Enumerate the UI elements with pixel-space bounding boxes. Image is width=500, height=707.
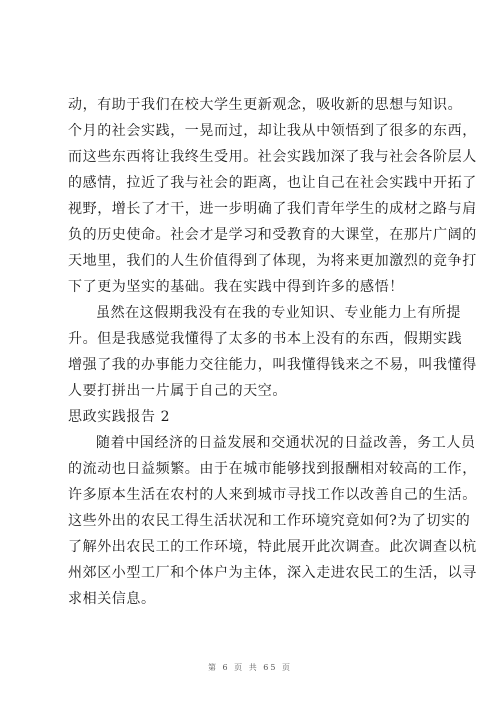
text-line: 视野，增长了才干，进一步明确了我们青年学生的成材之路与肩 [68,201,477,217]
text-line: 负的历史使命。社会才是学习和受教育的大课堂，在那片广阔的 [68,227,477,243]
text-line: 下了更为坚实的基础。我在实践中得到许多的感悟！ [68,279,404,295]
text-line: 求相关信息。 [68,591,156,607]
text-line: 而这些东西将让我终生受用。社会实践加深了我与社会各阶层人 [68,149,477,165]
text-line: 这些外出的农民工得生活状况和工作环境究竟如何?为了切实的 [68,513,471,529]
text-line: 个月的社会实践，一晃而过，却让我从中领悟到了很多的东西， [68,123,477,139]
text-line: 动，有助于我们在校大学生更新观念，吸收新的思想与知识。 [68,97,463,113]
text-line: 许多原本生活在农村的人来到城市寻找工作以改善自己的生活。 [68,487,477,503]
section-heading: 思政实践报告 2 [68,409,171,425]
text-line: 随着中国经济的日益发展和交通状况的日益改善，务工人员 [96,435,476,451]
page-number-footer: 第 6 页 共 65 页 [208,663,292,672]
text-line: 的流动也日益频繁。由于在城市能够找到报酬相对较高的工作， [68,461,477,477]
text-line: 人要打拼出一片属于自己的天空。 [68,383,287,399]
paragraph [68,92,477,300]
text-line: 州郊区小型工厂和个体户为主体，深入走进农民工的生活，以寻 [68,565,477,581]
text-line: 升。但是我感觉我懂得了太多的书本上没有的东西，假期实践 [68,331,463,347]
document-body [68,92,477,612]
paragraph [68,430,477,612]
text-line: 增强了我的办事能力交往能力，叫我懂得钱来之不易，叫我懂得 [68,357,477,373]
text-line: 天地里，我们的人生价值得到了体现，为将来更加激烈的竞争打 [68,253,477,269]
text-line: 虽然在这假期我没有在我的专业知识、专业能力上有所提 [96,305,461,321]
text-line: 的感情，拉近了我与社会的距离，也让自己在社会实践中开拓了 [68,175,477,191]
paragraph [68,300,477,404]
text-line: 了解外出农民工的工作环境，特此展开此次调查。此次调查以杭 [68,539,477,555]
